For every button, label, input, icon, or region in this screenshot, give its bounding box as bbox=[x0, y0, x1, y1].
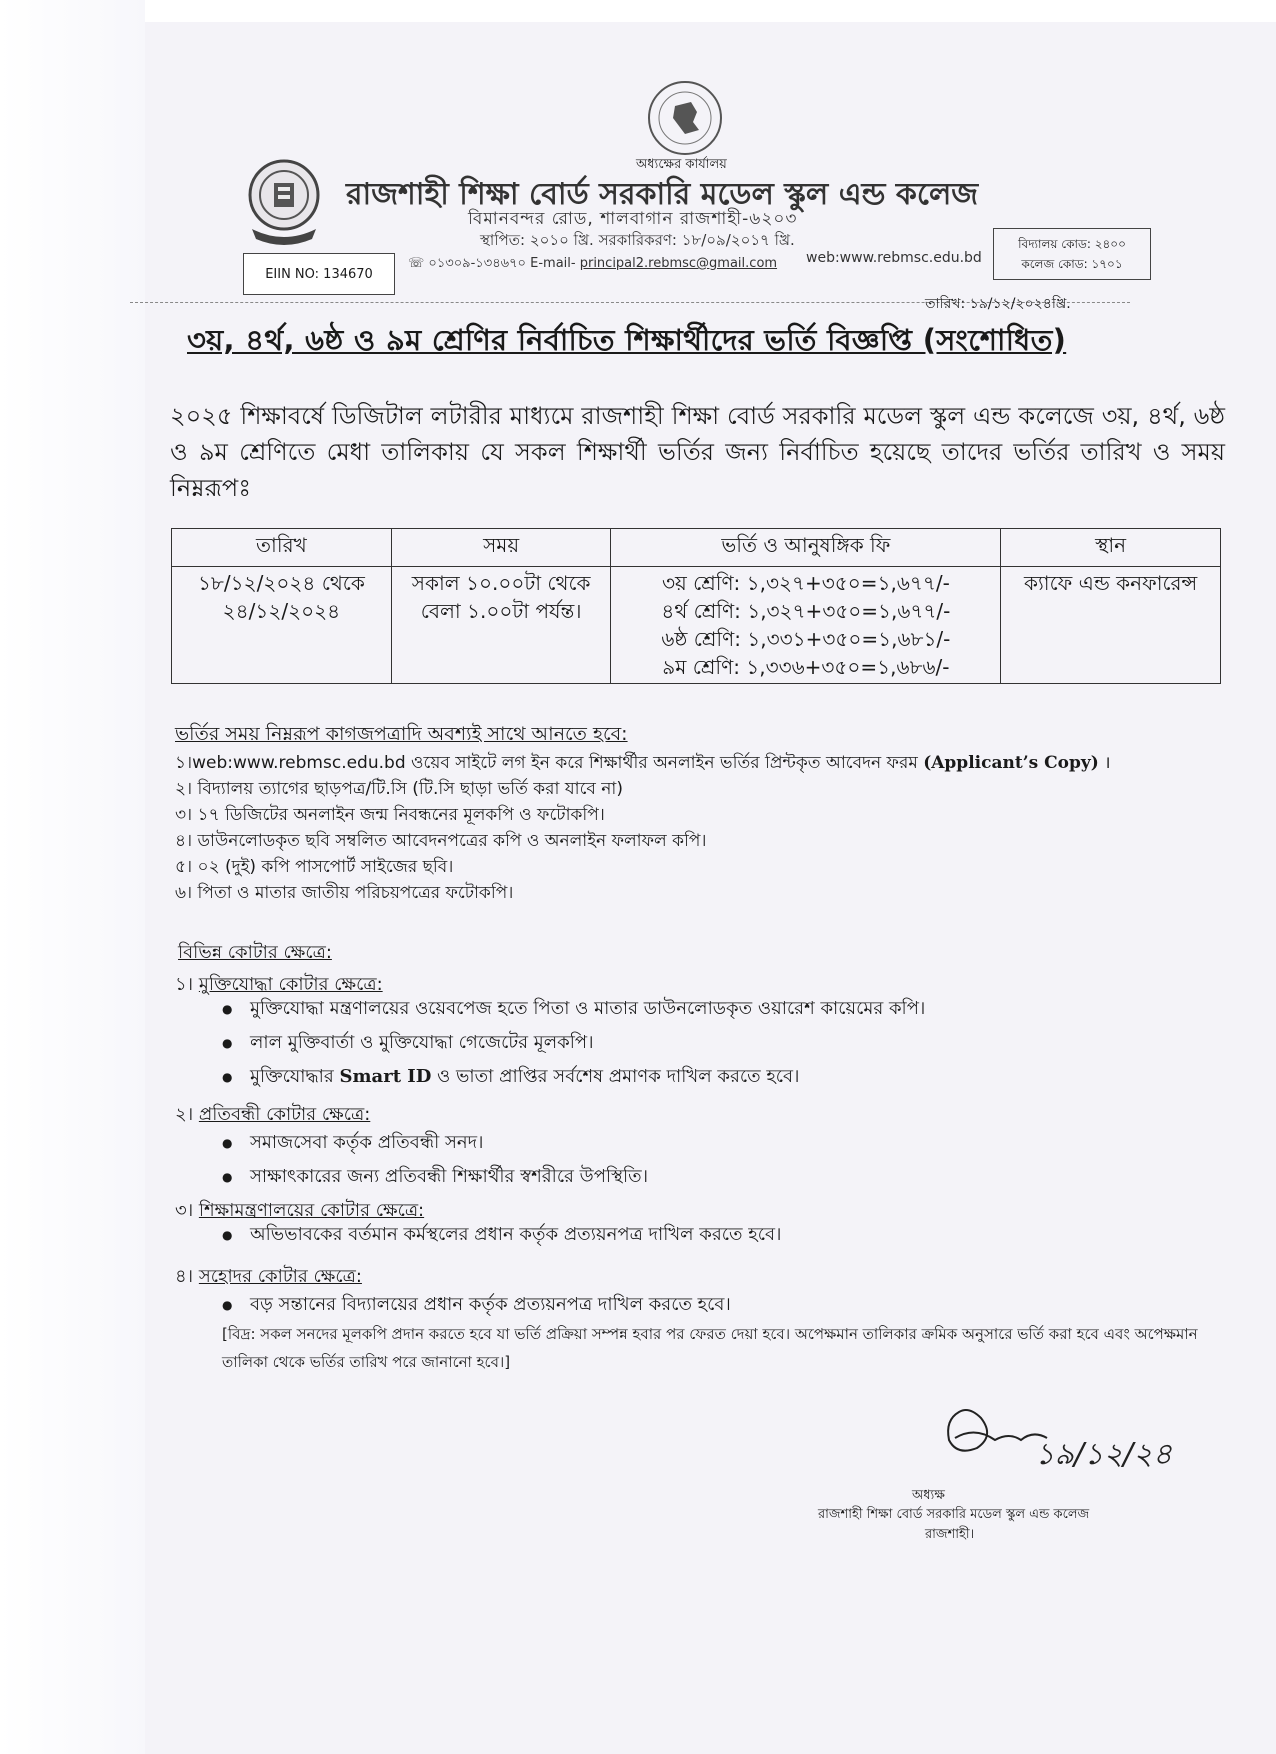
intro-paragraph: ২০২৫ শিক্ষাবর্ষে ডিজিটাল লটারীর মাধ্যমে রাজশাহী শিক্ষা বোর্ড সরকারি মডেল স্কুল এন্ড কলেজে ৩য়, ৪র্থ, ৬ষ্ঠ ও ৯ম শ্রেণিতে মেধা তালিকায় যে সকল শিক্ষার্থী ভর্তির জন্য নির্বাচিত হয়েছে তাদের ভর্তির তারিখ ও সময় নিম্নরূপঃ bbox=[170, 402, 1225, 502]
code-box bbox=[993, 228, 1151, 280]
quota-freedom-fighter-list bbox=[222, 992, 925, 1094]
list-item: ৬। পিতা ও মাতার জাতীয় পরিচয়পত্রের ফটোকপি। bbox=[175, 883, 514, 903]
government-emblem-icon bbox=[645, 78, 725, 158]
signatory-title: অধ্যক্ষ bbox=[912, 1488, 945, 1503]
school-logo-icon bbox=[244, 155, 324, 250]
svg-text:১৯/১২/২৪: ১৯/১২/২৪ bbox=[1035, 1437, 1173, 1472]
cell-venue: ক্যাফে এন্ড কনফারেন্স bbox=[1001, 567, 1221, 684]
header-time: সময় bbox=[391, 529, 611, 567]
applicant-copy-label: (Applicant’s Copy) bbox=[923, 753, 1099, 773]
fee-class-6: ৬ষ্ঠ শ্রেণি: ১,৩৩১+৩৫০=১,৬৮১/- bbox=[661, 627, 951, 651]
contact-line bbox=[408, 254, 777, 275]
scan-edge bbox=[0, 0, 145, 1754]
documents-heading: ভর্তির সময় নিম্নরূপ কাগজপত্রাদি অবশ্যই সাথে আনতে হবে: bbox=[175, 723, 628, 745]
header-fee: ভর্তি ও আনুষঙ্গিক ফি bbox=[611, 529, 1001, 567]
office-label: অধ্যক্ষের কার্যালয় bbox=[636, 157, 727, 172]
email-link[interactable]: principal2.rebmsc@gmail.com bbox=[579, 256, 778, 271]
signatory-city: রাজশাহী। bbox=[925, 1527, 975, 1542]
table-row bbox=[172, 567, 1221, 684]
school-code: বিদ্যালয় কোড: ২৪০০ bbox=[1018, 237, 1126, 251]
list-item bbox=[175, 750, 1111, 776]
college-code: কলেজ কোড: ১৭০১ bbox=[1021, 257, 1123, 271]
list-item bbox=[222, 1060, 925, 1094]
footnote: [বিদ্র: সকল সনদের মূলকপি প্রদান করতে হবে যা ভর্তি প্রক্রিয়া সম্পন্ন হবার পর ফেরত দেয়া হবে। অপেক্ষমান তালিকার ক্রমিক অনুসারে ভর্তি করা হবে এবং অপেক্ষমান তালিকা থেকে ভর্তির তারিখ পরে জানানো হবে।] bbox=[222, 1325, 1198, 1371]
item-number: ১। bbox=[175, 753, 193, 773]
list-item: ৩। ১৭ ডিজিটের অনলাইন জন্ম নিবন্ধনের মূলকপি ও ফটোকপি। bbox=[175, 805, 605, 825]
cell-time: সকাল ১০.০০টা থেকে বেলা ১.০০টা পর্যন্ত। bbox=[391, 567, 611, 684]
list-item: ২। বিদ্যালয় ত্যাগের ছাড়পত্র/টি.সি (টি.সি ছাড়া ভর্তি করা যাবে না) bbox=[175, 779, 623, 799]
table-header-row bbox=[172, 529, 1221, 567]
fee-class-3: ৩য় শ্রেণি: ১,৩২৭+৩৫০=১,৬৭৭/- bbox=[661, 571, 950, 595]
list-item: ● অভিভাবকের বর্তমান কর্মস্থলের প্রধান কর্তৃক প্রত্যয়নপত্র দাখিল করতে হবে। bbox=[222, 1218, 781, 1252]
website-link[interactable]: web:www.rebmsc.edu.bd bbox=[192, 753, 406, 773]
cell-fees bbox=[611, 567, 1001, 684]
quota-education-ministry-list bbox=[222, 1218, 781, 1252]
list-item: ● সাক্ষাৎকারের জন্য প্রতিবন্ধী শিক্ষার্থীর স্বশরীরে উপস্থিতি। bbox=[222, 1160, 648, 1194]
item-text: ও ভাতা প্রাপ্তির সর্বশেষ প্রমাণক দাখিল করতে হবে। bbox=[431, 1066, 800, 1087]
fee-class-9: ৯ম শ্রেণি: ১,৩৩৬+৩৫০=১,৬৮৬/- bbox=[662, 655, 950, 679]
established-date: স্থাপিত: ২০১০ খ্রি. সরকারিকরণ: ১৮/০৯/২০১৭ খ্রি. bbox=[480, 231, 795, 249]
quota-title: শিক্ষামন্ত্রণালয়ের কোটার ক্ষেত্রে: bbox=[198, 1200, 425, 1221]
notice-title: ৩য়, ৪র্থ, ৬ষ্ঠ ও ৯ম শ্রেণির নির্বাচিত শিক্ষার্থীদের ভর্তি বিজ্ঞপ্তি (সংশোধিত) bbox=[187, 323, 1067, 357]
website-link[interactable]: web:www.rebmsc.edu.bd bbox=[806, 250, 982, 266]
notice-date: তারিখ: ১৯/১২/২০২৪খ্রি. bbox=[925, 296, 1071, 312]
list-item: ● সমাজসেবা কর্তৃক প্রতিবন্ধী সনদ। bbox=[222, 1126, 648, 1160]
cell-date-range: ১৮/১২/২০২৪ থেকে ২৪/১২/২০২৪ bbox=[172, 567, 392, 684]
header-date: তারিখ bbox=[172, 529, 392, 567]
school-name: রাজশাহী শিক্ষা বোর্ড সরকারি মডেল স্কুল এন্ড কলেজ bbox=[346, 177, 979, 212]
item-text: ওয়েব সাইটে লগ ইন করে শিক্ষার্থীর অনলাইন ভর্তির প্রিন্টকৃত আবেদন ফরম bbox=[405, 753, 924, 773]
admission-schedule-table bbox=[171, 528, 1221, 684]
phone-number: ☏ ০১৩০৯-১৩৪৬৭০ E-mail- bbox=[408, 256, 576, 271]
quota-number: ১। bbox=[175, 974, 194, 995]
quota-heading: বিভিন্ন কোটার ক্ষেত্রে: bbox=[178, 942, 332, 963]
item-text: মুক্তিযোদ্ধার bbox=[250, 1066, 340, 1087]
quota-number: ৪। bbox=[175, 1266, 194, 1287]
list-item: ● লাল মুক্তিবার্তা ও মুক্তিযোদ্ধা গেজেটের মূলকপি। bbox=[222, 1026, 925, 1060]
school-address: বিমানবন্দর রোড, শালবাগান রাজশাহী-৬২০৩ bbox=[468, 209, 798, 229]
quota-title: মুক্তিযোদ্ধা কোটার ক্ষেত্রে: bbox=[198, 974, 383, 995]
eiin-box: EIIN NO: 134670 bbox=[243, 253, 395, 295]
quota-title: প্রতিবন্ধী কোটার ক্ষেত্রে: bbox=[198, 1104, 371, 1125]
list-item: ● মুক্তিযোদ্ধা মন্ত্রণালয়ের ওয়েবপেজ হতে পিতা ও মাতার ডাউনলোডকৃত ওয়ারেশ কায়েমের কপি। bbox=[222, 992, 925, 1026]
list-item: ● বড় সন্তানের বিদ্যালয়ের প্রধান কর্তৃক প্রত্যয়নপত্র দাখিল করতে হবে। bbox=[222, 1288, 731, 1322]
signatory-school: রাজশাহী শিক্ষা বোর্ড সরকারি মডেল স্কুল এন্ড কলেজ bbox=[818, 1507, 1090, 1522]
principal-signature-icon bbox=[935, 1382, 1173, 1492]
header-venue: স্থান bbox=[1001, 529, 1221, 567]
list-item: ৫। ০২ (দুই) কপি পাসপোর্ট সাইজের ছবি। bbox=[175, 857, 454, 877]
documents-list bbox=[175, 750, 1111, 906]
quota-disability-list bbox=[222, 1126, 648, 1194]
quota-sibling-list bbox=[222, 1288, 731, 1322]
quota-number: ২। bbox=[175, 1104, 194, 1125]
quota-number: ৩। bbox=[175, 1200, 194, 1221]
item-end: । bbox=[1098, 753, 1111, 773]
quota-title: সহোদর কোটার ক্ষেত্রে: bbox=[198, 1266, 362, 1287]
smart-id-label: Smart ID bbox=[339, 1066, 432, 1087]
fee-class-4: ৪র্থ শ্রেণি: ১,৩২৭+৩৫০=১,৬৭৭/- bbox=[661, 599, 951, 623]
list-item: ৪। ডাউনলোডকৃত ছবি সম্বলিত আবেদনপত্রের কপি ও অনলাইন ফলাফল কপি। bbox=[175, 831, 707, 851]
